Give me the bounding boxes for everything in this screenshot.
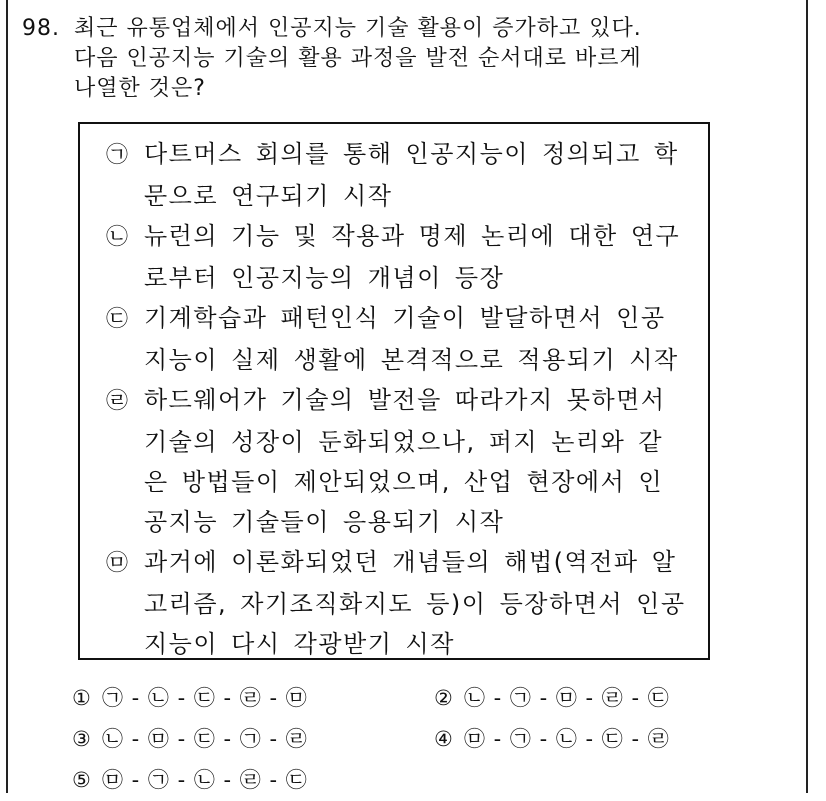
statement-box: [78, 122, 710, 660]
statement-item-4-line-1: [106, 380, 690, 422]
statement-item-1-line-2: [106, 176, 690, 216]
choice-row-3: [72, 760, 792, 801]
question-number: 98.: [22, 16, 60, 41]
statement-marker: ㉣: [106, 389, 130, 414]
statement-marker: ㉢: [106, 307, 130, 332]
choice-number: ⑤: [72, 768, 92, 792]
question-text-line: 최근 유통업체에서 인공지능 기술 활용이 증가하고 있다.: [74, 16, 642, 41]
statement-text: 고리즘, 자기조직화지도 등)이 등장하면서 인공: [144, 590, 686, 618]
statement-text: 기술의 성장이 둔화되었으나, 퍼지 논리와 같: [144, 428, 664, 456]
choice-4[interactable]: [434, 719, 796, 760]
statement-marker: ㉡: [106, 225, 130, 250]
statement-item-4-line-4: [106, 502, 690, 542]
statement-text: 뉴런의 기능 및 작용과 명제 논리에 대한 연구: [144, 222, 681, 250]
choice-1[interactable]: [72, 678, 434, 719]
question-stem: [22, 14, 802, 104]
statement-item-5-line-1: [106, 542, 690, 584]
statement-item-5-line-3: [106, 624, 690, 664]
question-line-2: [22, 44, 802, 74]
choice-2[interactable]: [434, 678, 796, 719]
question-text-line: 다음 인공지능 기술의 활용 과정을 발전 순서대로 바르게: [74, 46, 642, 71]
statement-text: 하드웨어가 기술의 발전을 따라가지 못하면서: [144, 386, 666, 414]
choice-number: ③: [72, 727, 92, 751]
statement-text: 은 방법들이 제안되었으며, 산업 현장에서 인: [144, 468, 664, 496]
statement-item-5-line-2: [106, 584, 690, 624]
answer-choices: [72, 678, 792, 801]
statement-text: 지능이 다시 각광받기 시작: [144, 630, 455, 658]
question-line-1: [22, 14, 802, 44]
question-text-line: 나열한 것은?: [74, 76, 206, 101]
statement-text: 과거에 이론화되었던 개념들의 해법(역전파 알: [144, 548, 677, 576]
statement-text: 기계학습과 패턴인식 기술이 발달하면서 인공: [144, 304, 666, 332]
statement-item-1-line-1: [106, 134, 690, 176]
statement-item-2-line-2: [106, 258, 690, 298]
choice-text: ㉡ - ㉤ - ㉢ - ㉠ - ㉣: [102, 727, 308, 751]
statement-item-4-line-2: [106, 422, 690, 462]
choice-3[interactable]: [72, 719, 434, 760]
question-line-3: [22, 74, 802, 104]
statement-text: 문으로 연구되기 시작: [144, 182, 393, 210]
statement-text: 공지능 기술들이 응용되기 시작: [144, 508, 505, 536]
statement-text: 로부터 인공지능의 개념이 등장: [144, 264, 505, 292]
choice-5[interactable]: [72, 760, 434, 801]
choice-row-1: [72, 678, 792, 719]
choice-row-2: [72, 719, 792, 760]
choice-number: ①: [72, 686, 92, 710]
choice-text: ㉠ - ㉡ - ㉢ - ㉣ - ㉤: [102, 686, 308, 710]
statement-marker: ㉤: [106, 551, 130, 576]
statement-text: 다트머스 회의를 통해 인공지능이 정의되고 학: [144, 140, 679, 168]
choice-text: ㉡ - ㉠ - ㉤ - ㉣ - ㉢: [464, 686, 670, 710]
statement-text: 지능이 실제 생활에 본격적으로 적용되기 시작: [144, 346, 679, 374]
statement-item-3-line-1: [106, 298, 690, 340]
statement-item-3-line-2: [106, 340, 690, 380]
choice-number: ②: [434, 686, 454, 710]
statement-item-2-line-1: [106, 216, 690, 258]
statement-marker: ㉠: [106, 143, 130, 168]
statement-list: [106, 134, 690, 664]
choice-text: ㉤ - ㉠ - ㉡ - ㉢ - ㉣: [464, 727, 670, 751]
choice-number: ④: [434, 727, 454, 751]
choice-text: ㉤ - ㉠ - ㉡ - ㉣ - ㉢: [102, 768, 308, 792]
statement-item-4-line-3: [106, 462, 690, 502]
